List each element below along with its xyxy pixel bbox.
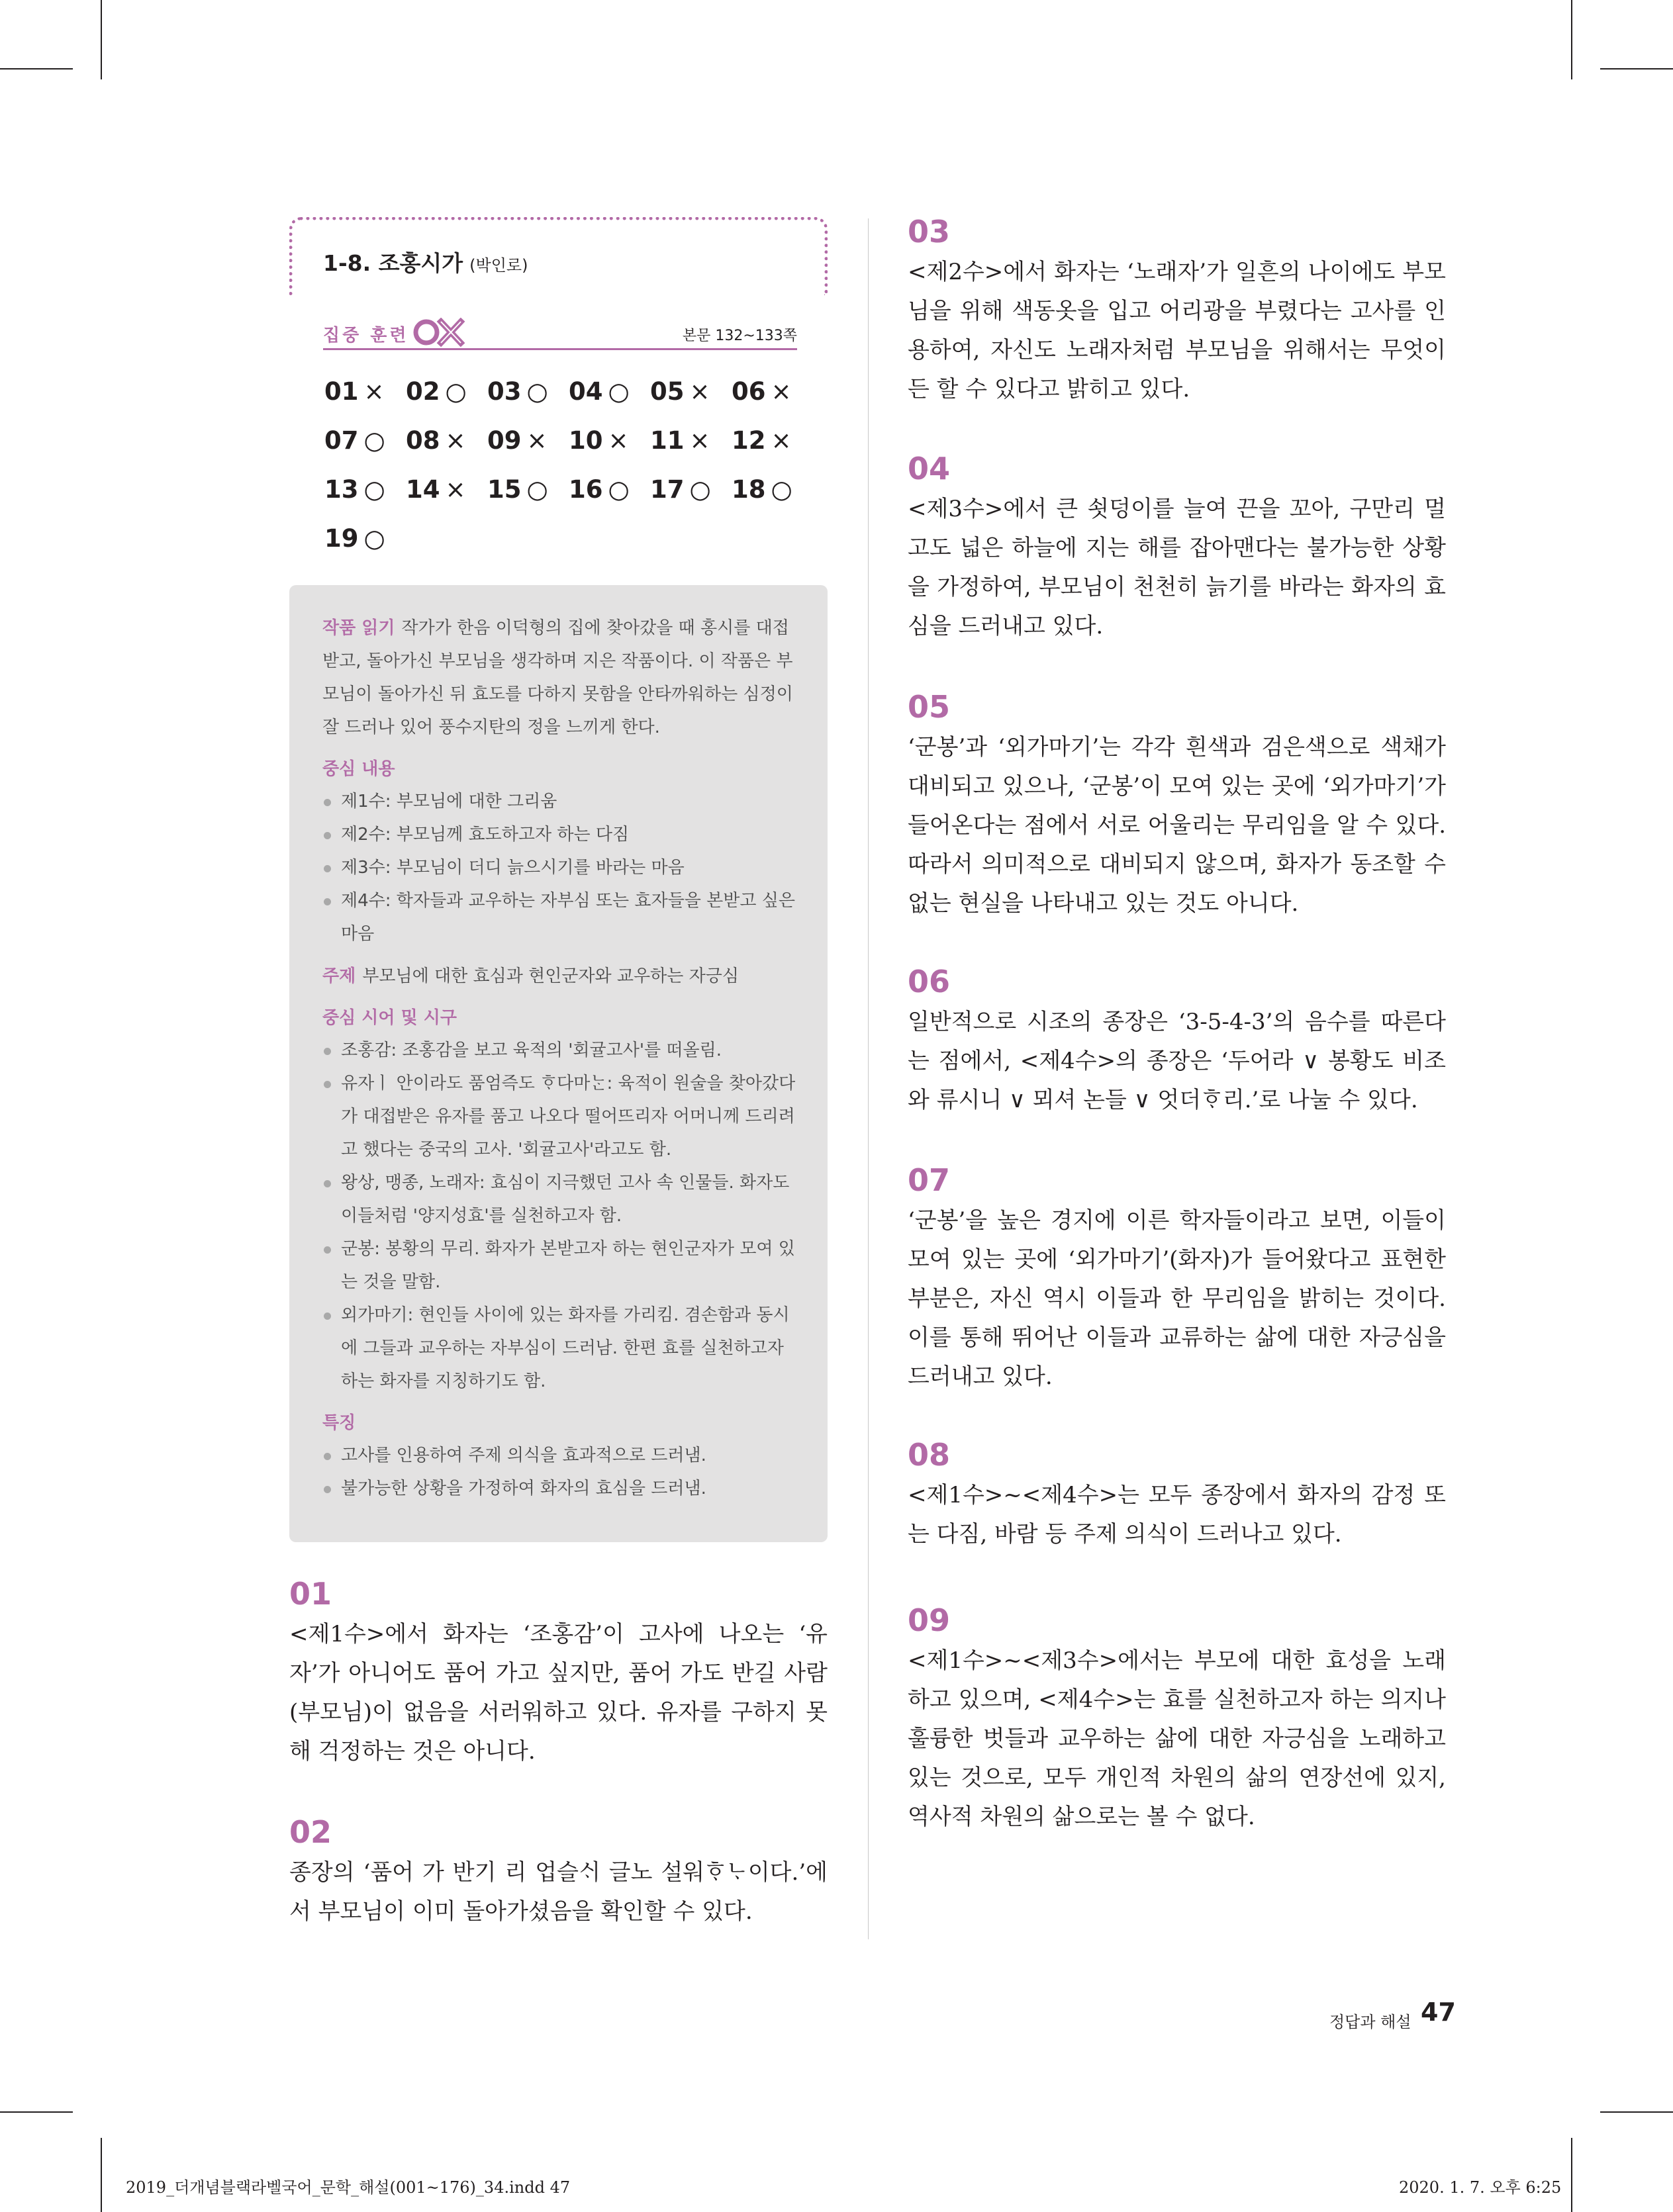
explanation-number: 05 bbox=[908, 689, 951, 725]
answer-item bbox=[487, 377, 548, 406]
crop-mark bbox=[1600, 68, 1673, 69]
answer-mark: × bbox=[363, 377, 385, 406]
content-head: 중심 내용 bbox=[322, 759, 395, 779]
answer-number: 10 bbox=[569, 426, 603, 455]
ox-page-range: 본문 132~133쪽 bbox=[682, 328, 797, 344]
answer-grid bbox=[324, 377, 814, 573]
ox-label: 집중 훈련 bbox=[323, 326, 409, 346]
explanation-number: 08 bbox=[908, 1437, 951, 1473]
answer-item bbox=[324, 524, 385, 553]
answer-mark: ○ bbox=[689, 475, 711, 504]
explanation-text: 일반적으로 시조의 종장은 ‘3-5-4-3’의 음수를 따른다는 점에서, <제4수>의 종장은 ‘두어라 ∨ 봉황도 비조와 류시니 ∨ 뫼셔 논들 ∨ 엇더ᄒᆞ리.’로 나눌 수 있다. bbox=[908, 1009, 1447, 1113]
explanation-text: ‘군봉’을 높은 경지에 이른 학자들이라고 보면, 이들이 모여 있는 곳에 ‘외가마기’(화자)가 들어왔다고 표현한 부분은, 자신 역시 이들과 한 무리임을 밝히는 것이다. 이를 통해 뛰어난 이들과 교류하는 삶에 대한 자긍심을 드러내고 있다. bbox=[908, 1207, 1446, 1390]
explanation-number: 02 bbox=[289, 1814, 332, 1850]
explanation-item bbox=[908, 1162, 1446, 1397]
answer-mark: ○ bbox=[445, 377, 467, 406]
ox-header bbox=[323, 318, 797, 350]
answer-item bbox=[569, 377, 630, 406]
answer-number: 19 bbox=[324, 524, 359, 553]
answer-mark: ○ bbox=[363, 475, 385, 504]
reading-text: 작가가 한음 이덕형의 집에 찾아갔을 때 홍시를 대접받고, 돌아가신 부모님을 생각하며 지은 작품이다. 이 작품은 부모님이 돌아가신 뒤 효도를 다하지 못함을 안타까워하는 심정이 잘 드러나 있어 풍수지탄의 정을 느끼게 한다. bbox=[322, 618, 793, 737]
explanation-text: <제3수>에서 큰 쇳덩이를 늘여 끈을 꼬아, 구만리 멀고도 넓은 하늘에 지는 해를 잡아맨다는 불가능한 상황을 가정하여, 부모님이 천천히 늙기를 바라는 화자의 효심을 드러내고 있다. bbox=[908, 496, 1446, 639]
answer-row bbox=[324, 426, 814, 475]
answer-number: 08 bbox=[406, 426, 440, 455]
explanation-number: 01 bbox=[289, 1576, 332, 1612]
explanation-item bbox=[289, 1575, 828, 1771]
words-list bbox=[322, 1034, 797, 1398]
explanation-item bbox=[289, 1814, 828, 1931]
explanation-item bbox=[908, 963, 1446, 1120]
work-title: 1-8. 조홍시가 bbox=[323, 250, 463, 276]
explanation-text: <제1수>~<제4수>는 모두 종장에서 화자의 감정 또는 다짐, 바람 등 주제 의식이 드러나고 있다. bbox=[908, 1482, 1446, 1547]
crop-mark bbox=[101, 2138, 102, 2212]
answer-number: 11 bbox=[650, 426, 685, 455]
explanation-text: <제1수>~<제3수>에서는 부모에 대한 효성을 노래하고 있으며, <제4수>는 효를 실천하고자 하는 의지나 훌륭한 벗들과 교우하는 삶에 대한 자긍심을 노래하고 있는 것으로, 모두 개인적 차원의 삶의 연장선에 있지, 역사적 차원의 삶으로는 볼 수 없다. bbox=[908, 1647, 1446, 1830]
answer-number: 01 bbox=[324, 377, 359, 406]
answer-mark: × bbox=[608, 426, 629, 455]
answer-item bbox=[650, 426, 710, 455]
explanation-number: 03 bbox=[908, 214, 951, 250]
explanation-item bbox=[908, 213, 1446, 409]
explanation-item bbox=[908, 1602, 1446, 1837]
answer-row bbox=[324, 475, 814, 524]
answer-item bbox=[487, 426, 548, 455]
explanation-text: ‘군봉’과 ‘외가마기’는 각각 흰색과 검은색으로 색채가 대비되고 있으나, ‘군봉’이 모여 있는 곳에 ‘외가마기’가 들어온다는 점에서 서로 어울리는 무리임을 알 수 있다. 따라서 의미적으로 대비되지 않으며, 화자가 동조할 수 없는 현실을 나타내고 있는 것도 아니다. bbox=[908, 734, 1446, 917]
crop-mark bbox=[0, 2111, 73, 2113]
print-slug-date: 2020. 1. 7. 오후 6:25 bbox=[1399, 2178, 1562, 2197]
crop-mark bbox=[101, 0, 102, 79]
words-item: 외가마기: 현인들 사이에 있는 화자를 가리킴. 겸손함과 동시에 그들과 교우하는 자부심이 드러남. 한편 효를 실천하고자 하는 화자를 지칭하기도 함. bbox=[322, 1299, 797, 1398]
answer-row bbox=[324, 377, 814, 426]
answer-mark: ○ bbox=[363, 524, 385, 553]
crop-mark bbox=[1571, 0, 1572, 79]
feature-item: 불가능한 상황을 가정하여 화자의 효심을 드러냄. bbox=[322, 1472, 797, 1505]
answer-number: 16 bbox=[569, 475, 603, 504]
answer-mark: × bbox=[689, 377, 710, 406]
theme-head: 주제 bbox=[322, 966, 356, 986]
answer-mark: × bbox=[771, 426, 792, 455]
answer-number: 02 bbox=[406, 377, 440, 406]
explanation-number: 07 bbox=[908, 1162, 951, 1198]
answer-mark: ○ bbox=[771, 475, 792, 504]
content-item: 제4수: 학자들과 교우하는 자부심 또는 효자들을 본받고 싶은 마음 bbox=[322, 884, 797, 950]
print-slug-file: 2019_더개념블랙라벨국어_문학_해설(001~176)_34.indd 47 bbox=[126, 2178, 571, 2197]
answer-number: 15 bbox=[487, 475, 522, 504]
answer-mark: × bbox=[445, 426, 466, 455]
words-head: 중심 시어 및 시구 bbox=[322, 1008, 457, 1028]
answer-number: 14 bbox=[406, 475, 440, 504]
crop-mark bbox=[1600, 2111, 1673, 2113]
answer-number: 07 bbox=[324, 426, 359, 455]
summary-box bbox=[289, 585, 828, 1542]
answer-number: 09 bbox=[487, 426, 522, 455]
answer-item bbox=[732, 377, 792, 406]
answer-item bbox=[732, 475, 792, 504]
answer-number: 12 bbox=[732, 426, 766, 455]
answer-mark: ○ bbox=[526, 475, 548, 504]
answer-mark: ○ bbox=[526, 377, 548, 406]
reading-head: 작품 읽기 bbox=[322, 618, 395, 638]
page-title bbox=[323, 246, 528, 277]
answer-number: 05 bbox=[650, 377, 685, 406]
answer-item bbox=[732, 426, 792, 455]
answer-item bbox=[324, 426, 385, 455]
answer-number: 04 bbox=[569, 377, 603, 406]
answer-mark: ○ bbox=[363, 426, 385, 455]
reading-paragraph bbox=[322, 612, 797, 744]
words-item: 유자ㅣ 안이라도 품엄즉도 ᄒᆞ다마ᄂᆞᆫ: 육적이 원술을 찾아갔다가 대접받은 유자를 품고 나오다 떨어뜨리자 어머니께 드리려고 했다는 중국의 고사. '회귤고사'라고도 함. bbox=[322, 1067, 797, 1166]
explanation-item bbox=[908, 450, 1446, 646]
explanation-text: 종장의 ‘품어 가 반기 리 업슬ᄉᆡ 글노 설워ᄒᆞᄂᆞ이다.’에서 부모님이 이미 돌아가셨음을 확인할 수 있다. bbox=[289, 1859, 828, 1925]
ox-logo-icon bbox=[413, 318, 466, 347]
answer-number: 18 bbox=[732, 475, 766, 504]
answer-item bbox=[650, 475, 711, 504]
crop-mark bbox=[1571, 2138, 1572, 2212]
answer-mark: × bbox=[445, 475, 466, 504]
content-item: 제3수: 부모님이 더디 늙으시기를 바라는 마음 bbox=[322, 851, 797, 884]
crop-mark bbox=[0, 68, 73, 69]
explanation-item bbox=[908, 1436, 1446, 1554]
answer-mark: × bbox=[771, 377, 792, 406]
answer-number: 06 bbox=[732, 377, 766, 406]
words-item: 왕상, 맹종, 노래자: 효심이 지극했던 고사 속 인물들. 화자도 이들처럼 '양지성효'를 실천하고자 함. bbox=[322, 1166, 797, 1232]
answer-item bbox=[406, 377, 467, 406]
answer-item bbox=[406, 475, 466, 504]
feature-list bbox=[322, 1439, 797, 1505]
theme-text: 부모님에 대한 효심과 현인군자와 교우하는 자긍심 bbox=[362, 966, 739, 986]
content-item: 제2수: 부모님께 효도하고자 하는 다짐 bbox=[322, 818, 797, 851]
answer-item bbox=[650, 377, 710, 406]
answer-mark: ○ bbox=[608, 377, 630, 406]
answer-item bbox=[487, 475, 548, 504]
explanation-item bbox=[908, 688, 1446, 923]
answer-item bbox=[406, 426, 466, 455]
page-number: 47 bbox=[1421, 1998, 1456, 2027]
feature-head: 특징 bbox=[322, 1413, 356, 1433]
explanation-number: 06 bbox=[908, 964, 951, 999]
answer-item bbox=[324, 475, 385, 504]
answer-item bbox=[569, 426, 629, 455]
answer-mark: × bbox=[526, 426, 548, 455]
content-item: 제1수: 부모님에 대한 그리움 bbox=[322, 785, 797, 818]
answer-number: 17 bbox=[650, 475, 685, 504]
work-author: (박인로) bbox=[469, 256, 528, 275]
answer-mark: × bbox=[689, 426, 710, 455]
explanation-number: 09 bbox=[908, 1602, 951, 1638]
column-divider bbox=[868, 218, 869, 1939]
answer-item bbox=[324, 377, 385, 406]
words-item: 조홍감: 조홍감을 보고 육적의 '회귤고사'를 떠올림. bbox=[322, 1034, 797, 1067]
explanation-text: <제2수>에서 화자는 ‘노래자’가 일흔의 나이에도 부모님을 위해 색동옷을 입고 어리광을 부렸다는 고사를 인용하여, 자신도 노래자처럼 부모님을 위해서는 무엇이든 할 수 있다고 밝히고 있다. bbox=[908, 259, 1446, 402]
answer-item bbox=[569, 475, 630, 504]
words-item: 군봉: 봉황의 무리. 화자가 본받고자 하는 현인군자가 모여 있는 것을 말함. bbox=[322, 1232, 797, 1299]
theme-paragraph bbox=[322, 960, 797, 993]
answer-row bbox=[324, 524, 814, 573]
content-list bbox=[322, 785, 797, 950]
explanation-text: <제1수>에서 화자는 ‘조홍감’이 고사에 나오는 ‘유자’가 아니어도 품어 가고 싶지만, 품어 가도 반길 사람(부모님)이 없음을 서러워하고 있다. 유자를 구하지 못해 걱정하는 것은 아니다. bbox=[289, 1621, 828, 1765]
footer-label: 정답과 해설 bbox=[1329, 2013, 1411, 2031]
feature-item: 고사를 인용하여 주제 의식을 효과적으로 드러냄. bbox=[322, 1439, 797, 1472]
answer-number: 13 bbox=[324, 475, 359, 504]
explanation-number: 04 bbox=[908, 451, 951, 486]
answer-number: 03 bbox=[487, 377, 522, 406]
answer-mark: ○ bbox=[608, 475, 630, 504]
